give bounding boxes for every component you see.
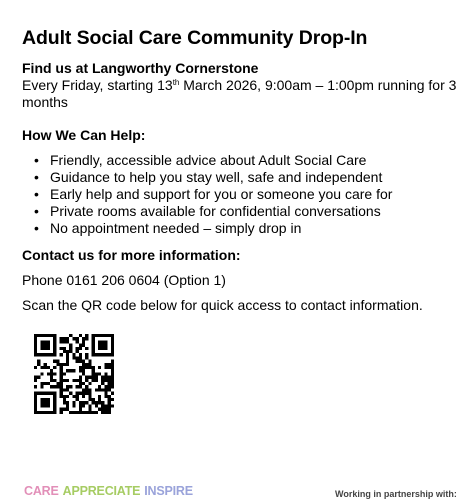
help-list-item [22,152,392,169]
qr-instructions: Scan the QR code below for quick access to contact information. [22,297,423,313]
partnership-label: Working in partnership with: [335,489,457,499]
help-list [22,152,392,237]
bullet-icon: • [34,152,39,168]
bullet-icon: • [34,220,39,236]
bullet-icon: • [34,169,39,185]
help-list-item [22,220,392,237]
help-item-text: Guidance to help you stay well, safe and independent [50,169,383,185]
date-ordinal-suffix: th [172,78,180,87]
schedule-start: Every Friday, starting 13 [22,77,173,93]
schedule-text [22,77,462,111]
bullet-icon: • [34,203,39,219]
schedule-details: March 2026, 9:00am – 1:00pm running for 3 months [22,77,457,110]
brand-word-care: CARE [24,484,59,498]
help-item-text: Friendly, accessible advice about Adult Social Care [50,152,367,168]
brand-word-appreciate: APPRECIATE [62,484,141,498]
help-list-item [22,186,392,203]
bullet-icon: • [34,186,39,202]
help-list-item [22,203,392,220]
qr-code-icon[interactable] [34,334,114,414]
contact-heading: Contact us for more information: [22,247,241,263]
help-item-text: Early help and support for you or someone you care for [50,186,393,202]
brand-logo [24,484,197,498]
help-list-item [22,169,392,186]
page-title: Adult Social Care Community Drop-In [22,27,368,49]
location-heading: Find us at Langworthy Cornerstone [22,60,259,76]
help-item-text: No appointment needed – simply drop in [50,220,302,236]
help-item-text: Private rooms available for confidential conversations [50,203,381,219]
phone-number: Phone 0161 206 0604 (Option 1) [22,272,226,288]
brand-word-inspire: INSPIRE [144,484,193,498]
help-heading: How We Can Help: [22,127,146,143]
